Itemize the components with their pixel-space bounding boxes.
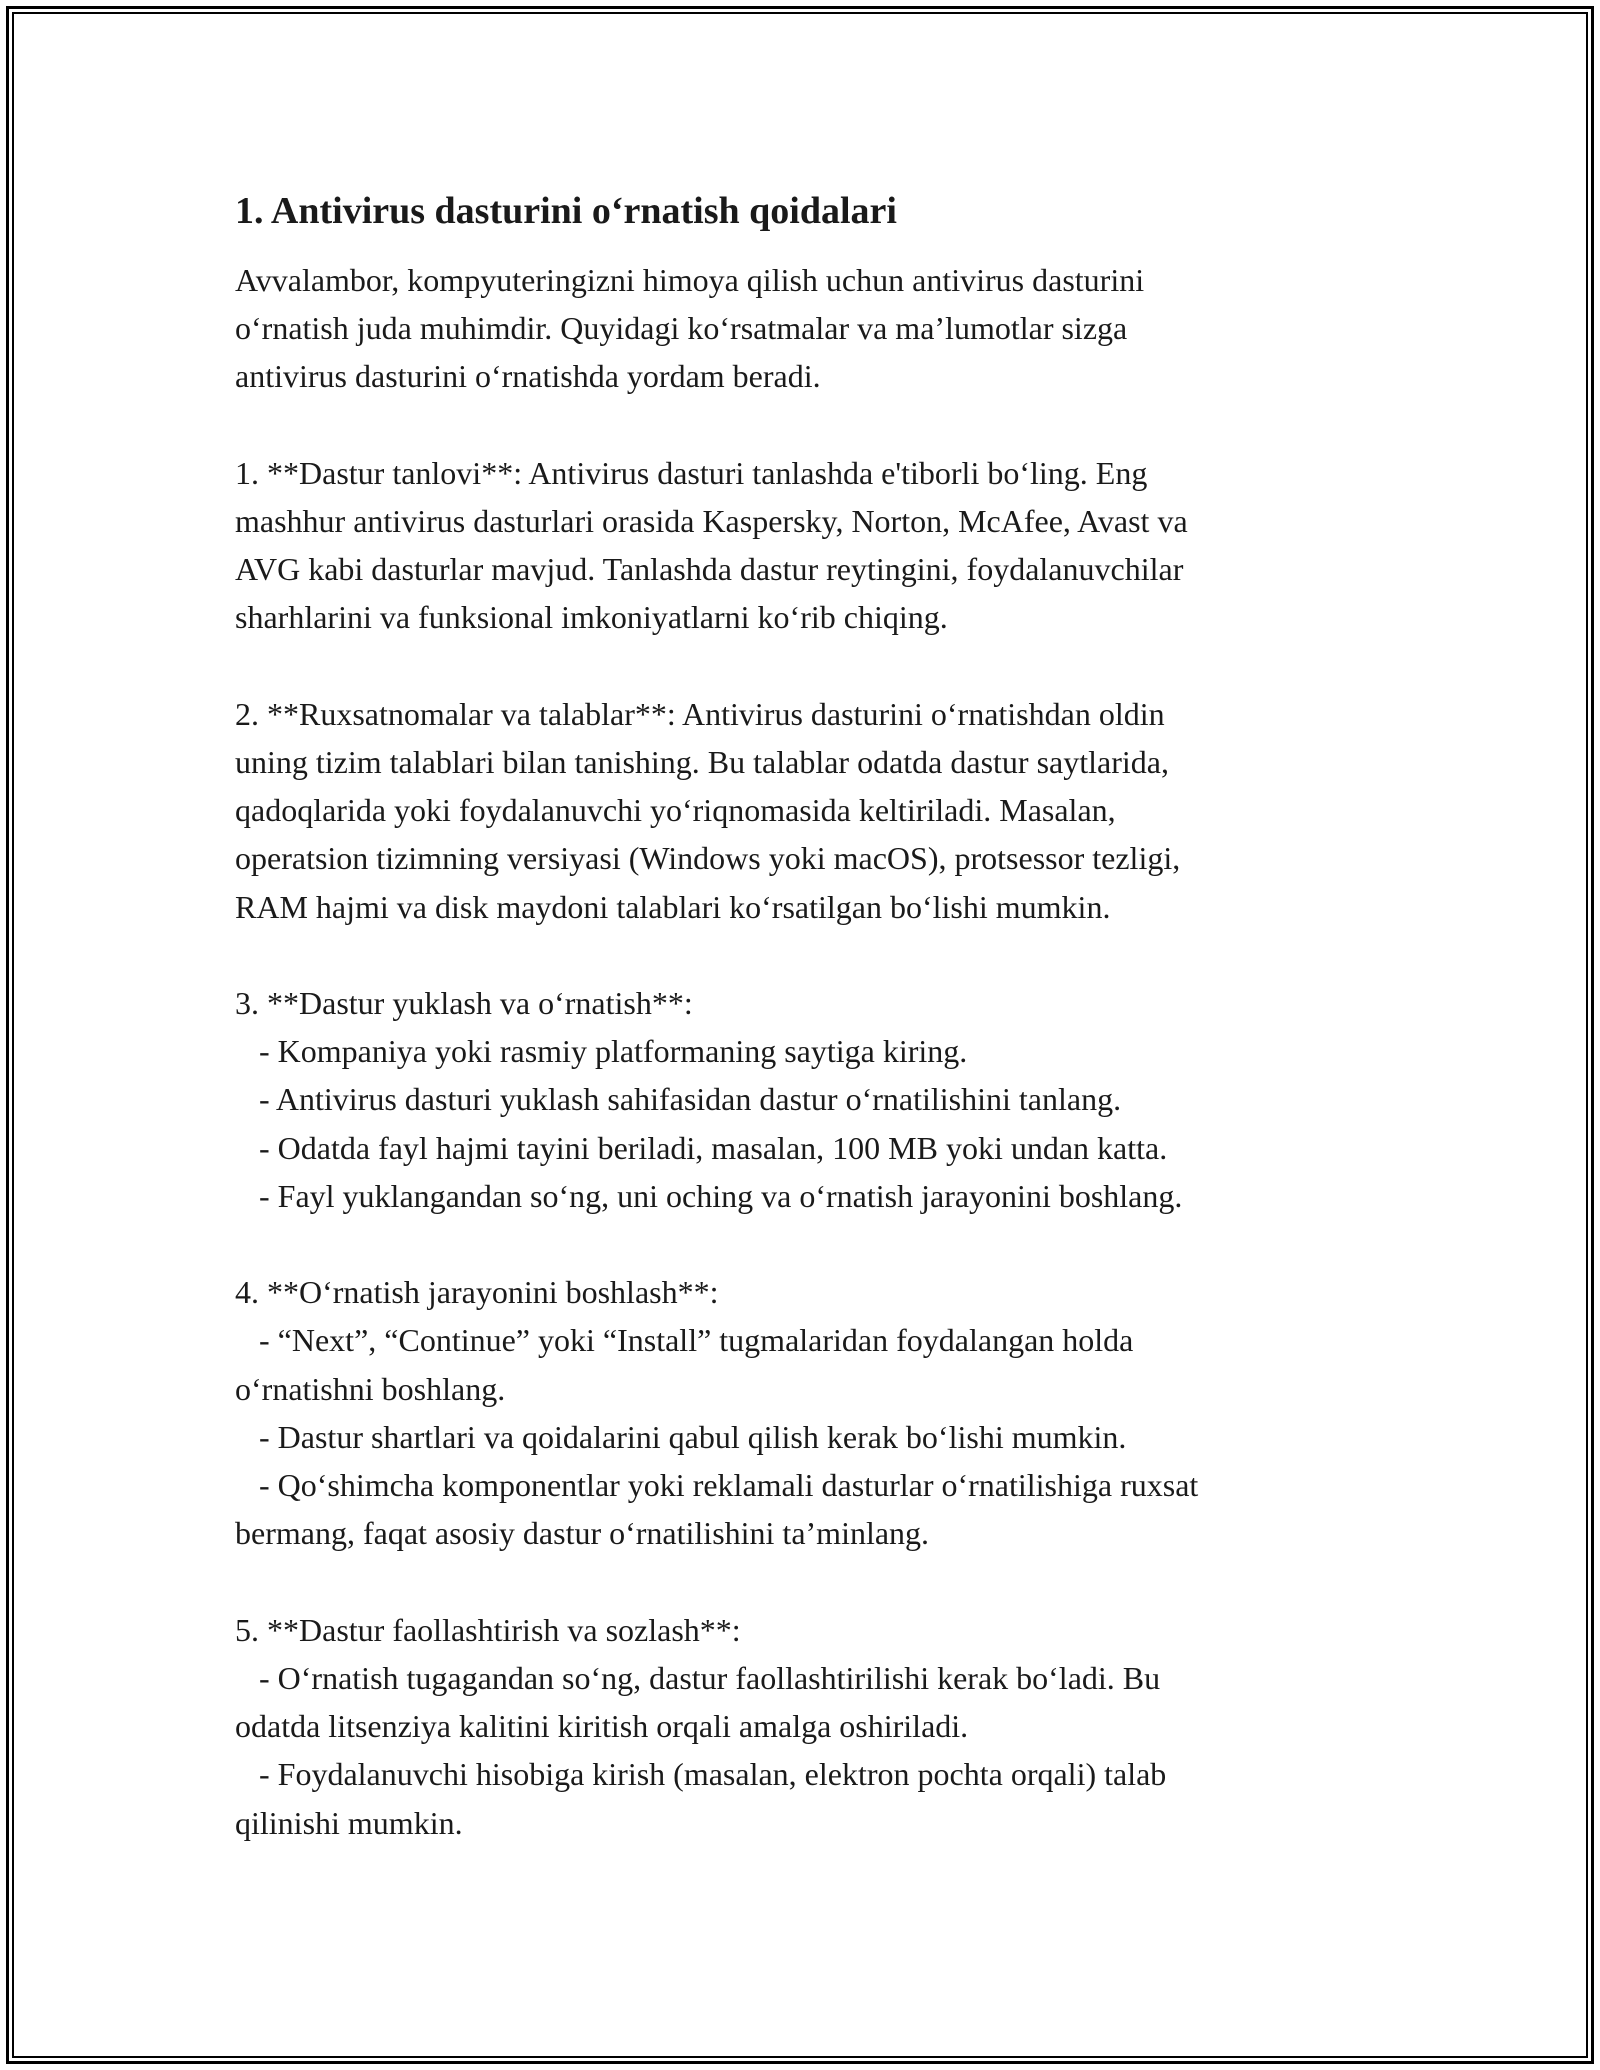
text-line: - “Next”, “Continue” yoki “Install” tugmalaridan foydalangan holda — [235, 1322, 1134, 1359]
blank-line — [235, 931, 1355, 979]
section-body — [235, 256, 1355, 1847]
text-line: 1. **Dastur tanlovi**: Antivirus dasturi tanlashda e'tiborli boʻling. Eng — [235, 454, 1148, 491]
text-line: operatsion tizimning versiyasi (Windows yoki macOS), protsessor tezligi, — [235, 840, 1181, 877]
text-line: antivirus dasturini oʻrnatishda yordam beradi. — [235, 358, 821, 395]
blank-line — [235, 1220, 1355, 1268]
text-line: Avvalambor, kompyuteringizni himoya qilish uchun antivirus dasturini — [235, 262, 1145, 298]
text-line: uning tizim talablari bilan tanishing. Bu talablar odatda dastur saytlarida, — [235, 744, 1169, 781]
text-line: - Dastur shartlari va qoidalarini qabul qilish kerak boʻlishi mumkin. — [235, 1418, 1127, 1455]
blank-line — [235, 642, 1355, 690]
text-line: - Fayl yuklangandan soʻng, uni oching va oʻrnatish jarayonini boshlang. — [235, 1177, 1183, 1214]
blank-line — [235, 401, 1355, 449]
document-content — [235, 186, 1355, 1847]
text-line: mashhur antivirus dasturlari orasida Kaspersky, Norton, McAfee, Avast va — [235, 503, 1188, 540]
text-line: - Qoʻshimcha komponentlar yoki reklamali dasturlar oʻrnatilishiga ruxsat — [235, 1467, 1199, 1504]
text-line: RAM hajmi va disk maydoni talablari koʻrsatilgan boʻlishi mumkin. — [235, 888, 1111, 925]
text-line: 3. **Dastur yuklash va oʻrnatish**: — [235, 985, 693, 1022]
text-line: oʻrnatish juda muhimdir. Quyidagi koʻrsatmalar va maʼlumotlar sizga — [235, 310, 1128, 347]
blank-line — [235, 1557, 1355, 1605]
text-line: - Odatda fayl hajmi tayini beriladi, masalan, 100 MB yoki undan katta. — [235, 1129, 1168, 1166]
text-line: 5. **Dastur faollashtirish va sozlash**: — [235, 1611, 741, 1648]
section-heading: 1. Antivirus dasturini oʻrnatish qoidalari — [235, 190, 897, 232]
text-line: AVG kabi dasturlar mavjud. Tanlashda dastur reytingini, foydalanuvchilar — [235, 551, 1184, 588]
text-line: oʻrnatishni boshlang. — [235, 1370, 506, 1407]
text-line: 2. **Ruxsatnomalar va talablar**: Antivirus dasturini oʻrnatishdan oldin — [235, 695, 1165, 732]
text-line: sharhlarini va funksional imkoniyatlarni koʻrib chiqing. — [235, 599, 948, 636]
text-line: - Antivirus dasturi yuklash sahifasidan dastur oʻrnatilishini tanlang. — [235, 1081, 1122, 1118]
text-line: 4. **Oʻrnatish jarayonini boshlash**: — [235, 1274, 719, 1311]
text-line: - Foydalanuvchi hisobiga kirish (masalan, elektron pochta orqali) talab — [235, 1756, 1167, 1793]
text-line: qadoqlarida yoki foydalanuvchi yoʻriqnomasida keltiriladi. Masalan, — [235, 792, 1116, 829]
text-line: odatda litsenziya kalitini kiritish orqali amalga oshiriladi. — [235, 1708, 969, 1745]
text-line: qilinishi mumkin. — [235, 1804, 463, 1841]
text-line: - Oʻrnatish tugagandan soʻng, dastur faollashtirilishi kerak boʻladi. Bu — [235, 1659, 1161, 1696]
text-line: - Kompaniya yoki rasmiy platformaning saytiga kiring. — [235, 1033, 968, 1070]
text-line: bermang, faqat asosiy dastur oʻrnatilishini taʼminlang. — [235, 1515, 930, 1552]
